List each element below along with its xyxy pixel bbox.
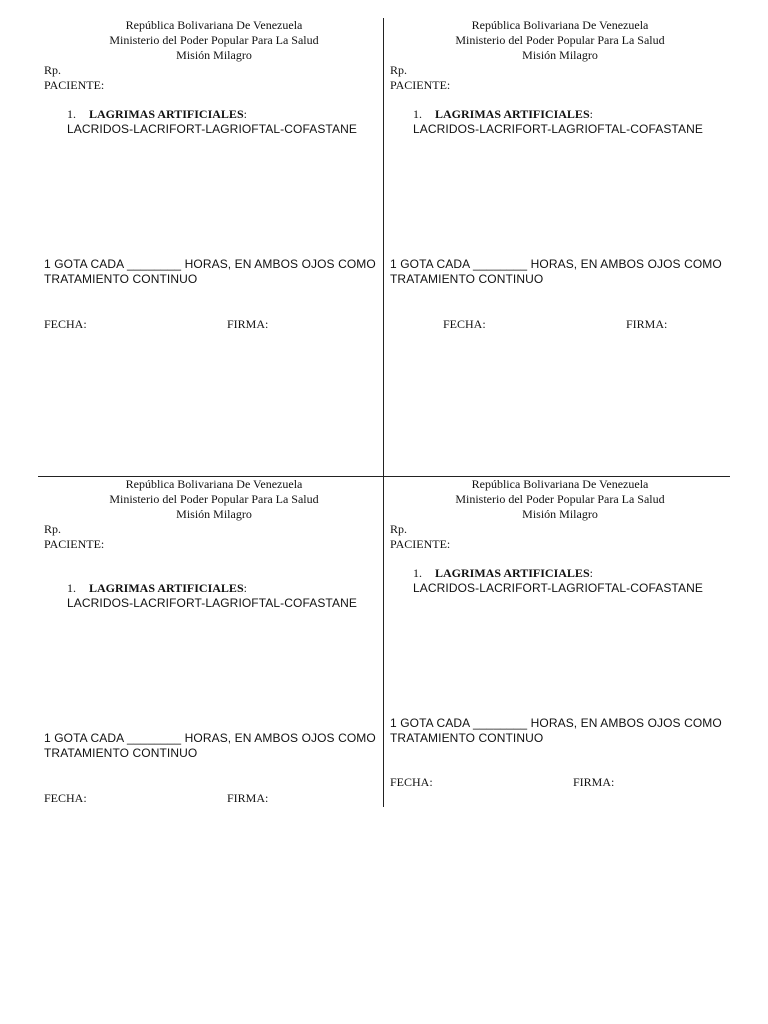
rp-label: Rp. bbox=[390, 63, 408, 77]
dosage-line-1: 1 GOTA CADA ________ HORAS, EN AMBOS OJOS COMO bbox=[390, 257, 722, 271]
medication-item bbox=[413, 566, 593, 581]
medication-item bbox=[413, 107, 593, 122]
header-ministry: Ministerio del Poder Popular Para La Salud bbox=[455, 33, 665, 47]
patient-label: PACIENTE: bbox=[44, 537, 105, 551]
header-republic: República Bolivariana De Venezuela bbox=[125, 18, 303, 32]
rp-label: Rp. bbox=[44, 522, 62, 536]
medication-colon: : bbox=[589, 107, 593, 121]
medication-colon: : bbox=[243, 581, 247, 595]
medication-name: LAGRIMAS ARTIFICIALES bbox=[89, 581, 244, 595]
medication-item bbox=[67, 581, 247, 596]
dosage-line-2: TRATAMIENTO CONTINUO bbox=[390, 272, 544, 286]
medication-brands: LACRIDOS-LACRIFORT-LAGRIOFTAL-COFASTANE bbox=[67, 596, 357, 610]
patient-label: PACIENTE: bbox=[44, 78, 105, 92]
dosage-line-2: TRATAMIENTO CONTINUO bbox=[44, 746, 198, 760]
medication-brands: LACRIDOS-LACRIFORT-LAGRIOFTAL-COFASTANE bbox=[413, 581, 703, 595]
dosage-line-1: 1 GOTA CADA ________ HORAS, EN AMBOS OJOS COMO bbox=[44, 731, 376, 745]
item-number: 1. bbox=[413, 566, 422, 580]
signature-label: FIRMA: bbox=[227, 317, 269, 331]
item-number: 1. bbox=[413, 107, 422, 121]
item-number: 1. bbox=[67, 581, 76, 595]
patient-label: PACIENTE: bbox=[390, 78, 451, 92]
header-mission: Misión Milagro bbox=[522, 507, 598, 521]
header-mission: Misión Milagro bbox=[522, 48, 598, 62]
medication-name: LAGRIMAS ARTIFICIALES bbox=[89, 107, 244, 121]
signature-label: FIRMA: bbox=[573, 775, 615, 789]
medication-colon: : bbox=[243, 107, 247, 121]
patient-label: PACIENTE: bbox=[390, 537, 451, 551]
medication-brands: LACRIDOS-LACRIFORT-LAGRIOFTAL-COFASTANE bbox=[67, 122, 357, 136]
prescription-top-right bbox=[390, 18, 730, 458]
header-ministry: Ministerio del Poder Popular Para La Salud bbox=[109, 492, 319, 506]
medication-item bbox=[67, 107, 247, 122]
date-label: FECHA: bbox=[443, 317, 486, 331]
header-mission: Misión Milagro bbox=[176, 507, 252, 521]
header-ministry: Ministerio del Poder Popular Para La Salud bbox=[109, 33, 319, 47]
signature-label: FIRMA: bbox=[227, 791, 269, 805]
dosage-line-2: TRATAMIENTO CONTINUO bbox=[390, 731, 544, 745]
date-label: FECHA: bbox=[44, 317, 87, 331]
prescription-top-left bbox=[44, 18, 384, 458]
signature-label: FIRMA: bbox=[626, 317, 668, 331]
medication-colon: : bbox=[589, 566, 593, 580]
dosage-line-2: TRATAMIENTO CONTINUO bbox=[44, 272, 198, 286]
header-mission: Misión Milagro bbox=[176, 48, 252, 62]
header-republic: República Bolivariana De Venezuela bbox=[471, 18, 649, 32]
medication-name: LAGRIMAS ARTIFICIALES bbox=[435, 107, 590, 121]
item-number: 1. bbox=[67, 107, 76, 121]
rp-label: Rp. bbox=[44, 63, 62, 77]
medication-brands: LACRIDOS-LACRIFORT-LAGRIOFTAL-COFASTANE bbox=[413, 122, 703, 136]
header-republic: República Bolivariana De Venezuela bbox=[125, 477, 303, 491]
dosage-line-1: 1 GOTA CADA ________ HORAS, EN AMBOS OJOS COMO bbox=[44, 257, 376, 271]
date-label: FECHA: bbox=[390, 775, 433, 789]
prescription-bottom-right bbox=[390, 477, 730, 917]
medication-name: LAGRIMAS ARTIFICIALES bbox=[435, 566, 590, 580]
prescription-bottom-left bbox=[44, 477, 384, 917]
header-republic: República Bolivariana De Venezuela bbox=[471, 477, 649, 491]
rp-label: Rp. bbox=[390, 522, 408, 536]
dosage-line-1: 1 GOTA CADA ________ HORAS, EN AMBOS OJOS COMO bbox=[390, 716, 722, 730]
date-label: FECHA: bbox=[44, 791, 87, 805]
header-ministry: Ministerio del Poder Popular Para La Salud bbox=[455, 492, 665, 506]
